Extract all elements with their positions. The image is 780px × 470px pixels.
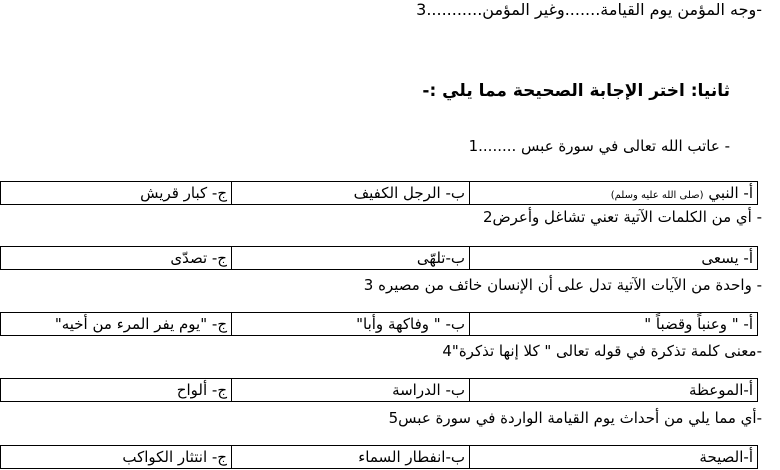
option-a[interactable]: أ-الموعظة	[469, 379, 757, 401]
option-b[interactable]: ب-تلهّى	[231, 247, 469, 269]
option-a[interactable]: أ- " وعنباً وقضباً "	[469, 313, 757, 335]
question-3-options	[0, 312, 758, 336]
question-3-text: - واحدة من الآيات الآتية تدل على أن الإنسان خائف من مصيره 3	[363, 276, 762, 294]
option-b[interactable]: ب-انفطار السماء	[231, 446, 469, 468]
question-1-options	[0, 181, 758, 205]
question-4-options	[0, 378, 758, 402]
option-a-note: (صلى الله عليه وسلم)	[610, 190, 704, 201]
option-b[interactable]: ب- الرجل الكفيف	[231, 182, 469, 204]
option-c[interactable]: ج- انتثار الكواكب	[122, 448, 227, 466]
option-a-label: أ- النبي	[708, 184, 753, 202]
option-a[interactable]	[469, 182, 757, 204]
question-5-options	[0, 445, 758, 469]
question-5-text: -أي مما يلي من أحداث يوم القيامة الواردة في سورة عبس5	[388, 409, 762, 427]
question-4-text: -معنى كلمة تذكرة في قوله تعالى " كلا إنها تذكرة"4	[442, 342, 762, 360]
question-3-fill-blank: -وجه المؤمن يوم القيامة.......وغير المؤمن...........3	[416, 0, 762, 19]
question-1-text: - عاتب الله تعالى في سورة عبس ........1	[468, 137, 730, 155]
option-c[interactable]: ج- ألواح	[176, 381, 227, 399]
section-title: ثانيا: اختر الإجابة الصحيحة مما يلي :-	[422, 81, 730, 101]
question-2-options	[0, 246, 758, 270]
option-b[interactable]: ب- " وفاكهة وأبا"	[231, 313, 469, 335]
option-a[interactable]: أ-الصيحة	[469, 446, 757, 468]
question-2-text: - أي من الكلمات الآتية تعني تشاغل وأعرض2	[482, 208, 762, 226]
option-a[interactable]: أ- يسعى	[469, 247, 757, 269]
option-c[interactable]: ج- "يوم يفر المرء من أخيه"	[54, 315, 227, 333]
option-c[interactable]: ج- تصدّى	[170, 249, 227, 267]
option-c[interactable]: ج- كبار قريش	[140, 184, 227, 202]
option-b[interactable]: ب- الدراسة	[231, 379, 469, 401]
